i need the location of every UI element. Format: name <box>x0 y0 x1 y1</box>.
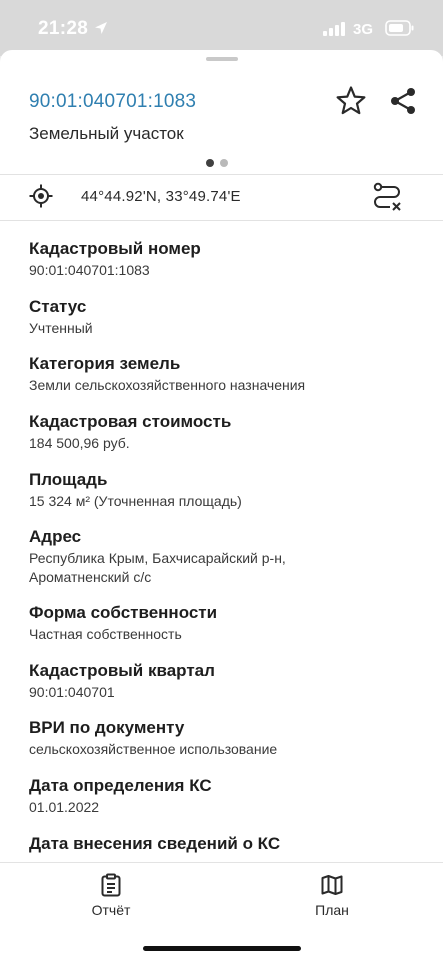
status-bar <box>0 0 443 56</box>
field-label: Кадастровая стоимость <box>29 412 232 431</box>
field-label: Кадастровый номер <box>29 239 201 258</box>
favorite-star-button[interactable] <box>334 84 368 118</box>
coordinates-row <box>0 175 443 219</box>
signal-icon <box>323 22 345 36</box>
network-type: 3G <box>353 21 374 38</box>
share-button[interactable] <box>388 86 418 116</box>
field-valuation-date <box>29 775 419 817</box>
field-value: 15 324 м² (Уточненная площадь) <box>29 493 242 509</box>
map-icon <box>321 873 343 897</box>
field-value: 01.01.2022 <box>29 799 100 815</box>
bottom-navigation <box>0 862 443 960</box>
field-value: сельскохозяйственное использование <box>29 741 278 757</box>
locate-target-icon[interactable] <box>29 184 53 208</box>
field-label: Площадь <box>29 470 108 489</box>
cadastral-number-title[interactable]: 90:01:040701:1083 <box>29 91 197 112</box>
field-label: Дата определения КС <box>29 776 212 795</box>
field-land-category <box>29 353 419 395</box>
clipboard-icon <box>100 873 122 897</box>
object-type: Земельный участок <box>29 124 184 143</box>
nav-map[interactable] <box>292 873 372 918</box>
field-status <box>29 296 419 338</box>
location-arrow-icon <box>93 20 109 36</box>
field-address <box>29 526 419 587</box>
field-label: Дата внесения сведений о КС <box>29 834 281 853</box>
field-value[interactable]: 90:01:040701 <box>29 684 115 700</box>
coordinates-text[interactable]: 44°44.92'N, 33°49.74'E <box>81 188 241 205</box>
field-label: Статус <box>29 297 87 316</box>
page-indicator <box>206 154 234 172</box>
field-label: Адрес <box>29 527 82 546</box>
field-label: Кадастровый квартал <box>29 661 215 680</box>
field-ownership <box>29 602 419 644</box>
nav-report[interactable] <box>71 873 151 918</box>
page-dot-active[interactable] <box>206 159 214 167</box>
field-label: ВРИ по документу <box>29 718 185 737</box>
field-cadastral-value <box>29 411 419 453</box>
field-value: Учтенный <box>29 320 93 336</box>
nav-map-label: План <box>315 902 349 918</box>
nav-report-label: Отчёт <box>91 902 131 918</box>
field-value: 184 500,96 руб. <box>29 435 130 451</box>
field-value-entry-date <box>29 833 419 854</box>
field-value-line: Республика Крым, Бахчисарайский р-н, <box>29 550 286 566</box>
page-dot[interactable] <box>220 159 228 167</box>
field-value[interactable]: 90:01:040701:1083 <box>29 262 150 278</box>
bottom-sheet <box>0 50 443 960</box>
battery-icon <box>385 20 415 36</box>
sheet-drag-handle[interactable] <box>206 57 238 61</box>
route-icon[interactable] <box>370 180 404 214</box>
field-label: Форма собственности <box>29 603 218 622</box>
field-value: Земли сельскохозяйственного назначения <box>29 377 306 393</box>
field-value-line: Ароматненский с/с <box>29 569 152 585</box>
field-cadastral-number <box>29 238 419 280</box>
home-indicator[interactable] <box>143 946 301 951</box>
status-time: 21:28 <box>38 18 89 39</box>
divider <box>0 220 443 221</box>
field-cadastral-quarter <box>29 660 419 702</box>
field-permitted-use <box>29 717 419 759</box>
field-value: Частная собственность <box>29 626 182 642</box>
field-area <box>29 469 419 511</box>
field-label: Категория земель <box>29 354 181 373</box>
